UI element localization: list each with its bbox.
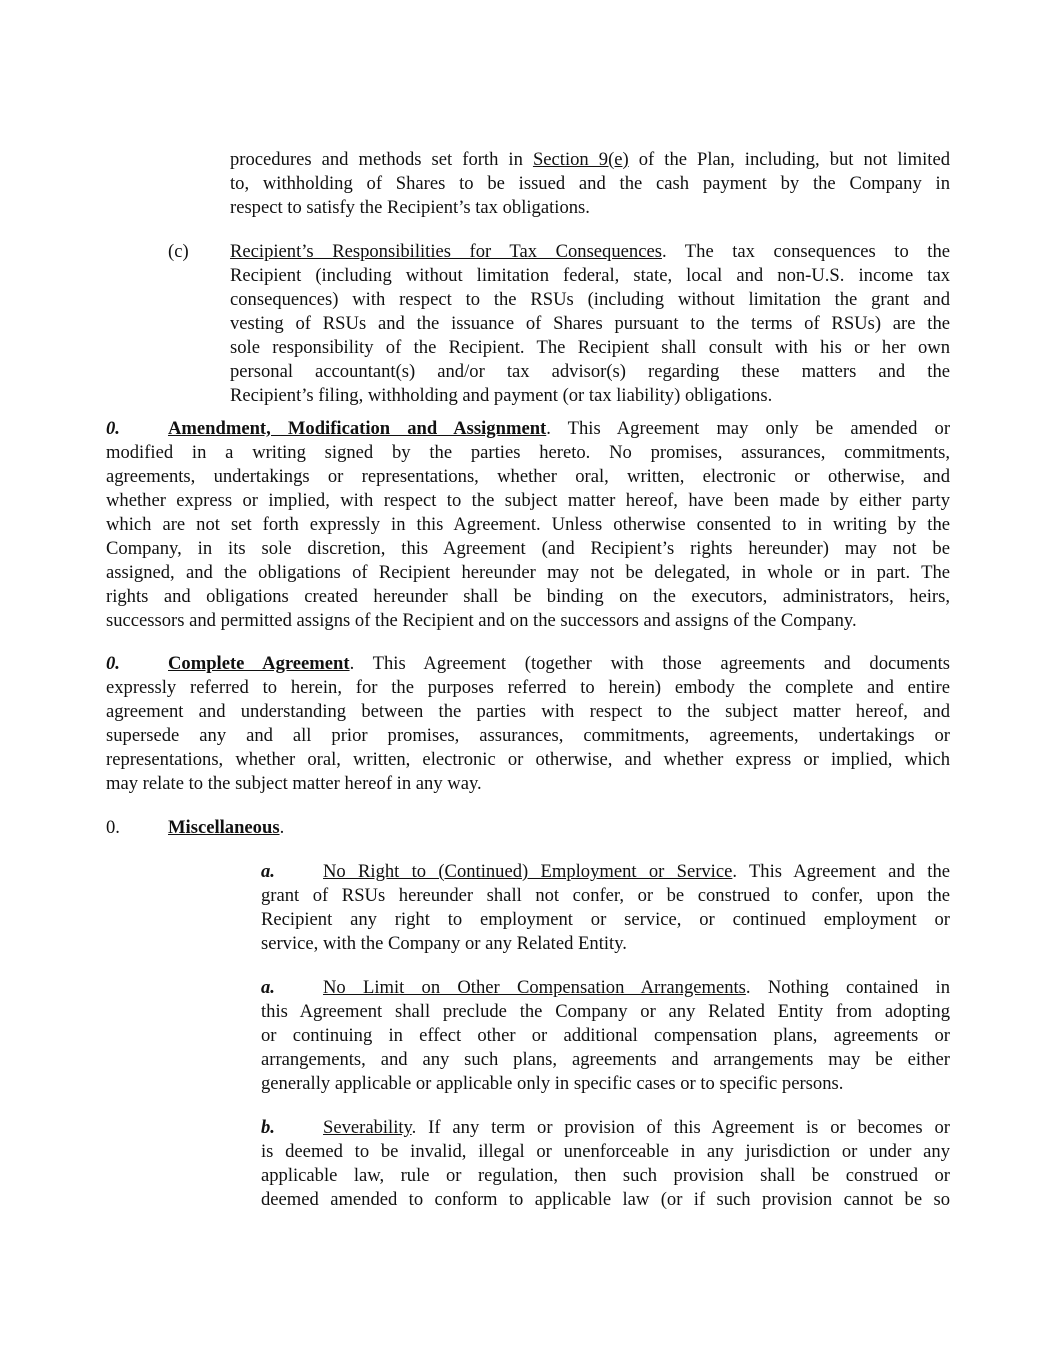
clause-c-paragraph: Recipient’s Responsibilities for Tax Consequences. The tax consequences to the Recipient (including without limitation federal, state, local and non-U.S. income tax consequences) with respect to the RSUs (including without limitation the grant and vesting of RSUs and the issuance of Shares pursuant to the terms of RSUs) are the sole responsibility of the Recipient. The Recipient shall consult with his or her own personal accountant(s) and/or tax advisor(s) regarding these matters and the Recipient’s filing, withholding and payment (or tax liability) obligations. xyxy=(230,241,950,406)
misc-a1-paragraph: a. No Right to (Continued) Employment or Service. This Agreement and the grant of RSUs hereunder shall not confer, or be construed to confer, upon the Recipient any right to employment or service, or continued employment or service, with the Company or any Related Entity. xyxy=(261,861,950,954)
misc-a1-heading: No Right to (Continued) Employment or Service xyxy=(323,861,733,882)
cont-text-post-1: of the Plan, including, but not limited xyxy=(628,149,950,170)
amendment-heading: Amendment, Modification and Assignment xyxy=(168,418,547,439)
misc-heading-wrap xyxy=(168,816,284,840)
misc-number: 0. xyxy=(106,817,120,838)
misc-a2-label: a. xyxy=(261,977,275,998)
misc-heading: Miscellaneous xyxy=(168,817,280,838)
misc-a2-paragraph: a. No Limit on Other Compensation Arrangements. Nothing contained in this Agreement shall preclude the Company or any Related Entity from adopting or continuing in effect other or additional compensation plans, agreements or arrangements, and any such plans, agreements and arrangements may be either generally applicable or applicable only in specific cases or to specific persons. xyxy=(261,977,950,1094)
complete-number: 0. xyxy=(106,653,120,674)
complete-heading: Complete Agreement xyxy=(168,653,350,674)
misc-a2-heading: No Limit on Other Compensation Arrangements xyxy=(323,977,746,998)
clause-c-heading: Recipient’s Responsibilities for Tax Consequences xyxy=(230,241,662,262)
cont-text-pre: procedures and methods set forth in xyxy=(230,149,533,170)
complete-agreement-paragraph: 0. Complete Agreement. This Agreement (together with those agreements and documents expressly referred to herein, for the purposes referred to herein) embody the complete and entire agreement and understanding between the parties with respect to the subject matter hereof, and supersede any and all prior promises, assurances, commitments, agreements, undertakings or representations, whether oral, written, electronic or otherwise, and whether express or implied, which may relate to the subject matter hereof in any way. xyxy=(106,653,950,794)
section-9e-reference: Section 9(e) xyxy=(532,149,629,170)
misc-b-paragraph: b. Severability. If any term or provision of this Agreement is or becomes or is deemed to be invalid, illegal or unenforceable in any jurisdiction or under any applicable law, rule or regulation, then such provision shall be construed or deemed amended to conform to applicable law (or if such provision cannot be so xyxy=(261,1117,950,1210)
clause-c-label: (c) xyxy=(168,241,189,262)
continued-paragraph: procedures and methods set forth in Section 9(e) of the Plan, including, but not limited to, withholding of Shares to be issued and the cash payment by the Company in respect to satisfy the Recipient’s tax obligations. xyxy=(230,149,950,218)
amendment-number: 0. xyxy=(106,418,120,439)
misc-b-label: b. xyxy=(261,1117,275,1138)
misc-a1-label: a. xyxy=(261,861,275,882)
misc-period: . xyxy=(279,817,285,838)
amendment-paragraph: 0. Amendment, Modification and Assignment. This Agreement may only be amended or modified in a writing signed by the parties hereto. No promises, assurances, commitments, agreements, undertakings or representations, whether oral, written, electronic or otherwise, and whether express or implied, with respect to the subject matter hereof, have been made by either party which are not set forth expressly in this Agreement. Unless otherwise consented to in writing by the Company, in its sole discretion, this Agreement (and Recipient’s rights hereunder) may not be assigned, and the obligations of Recipient hereunder may not be delegated, in whole or in part. The rights and obligations created hereunder shall be binding on the executors, administrators, heirs, successors and permitted assigns of the Recipient and on the successors and assigns of the Company. xyxy=(106,418,951,631)
misc-b-heading: Severability xyxy=(323,1117,412,1138)
